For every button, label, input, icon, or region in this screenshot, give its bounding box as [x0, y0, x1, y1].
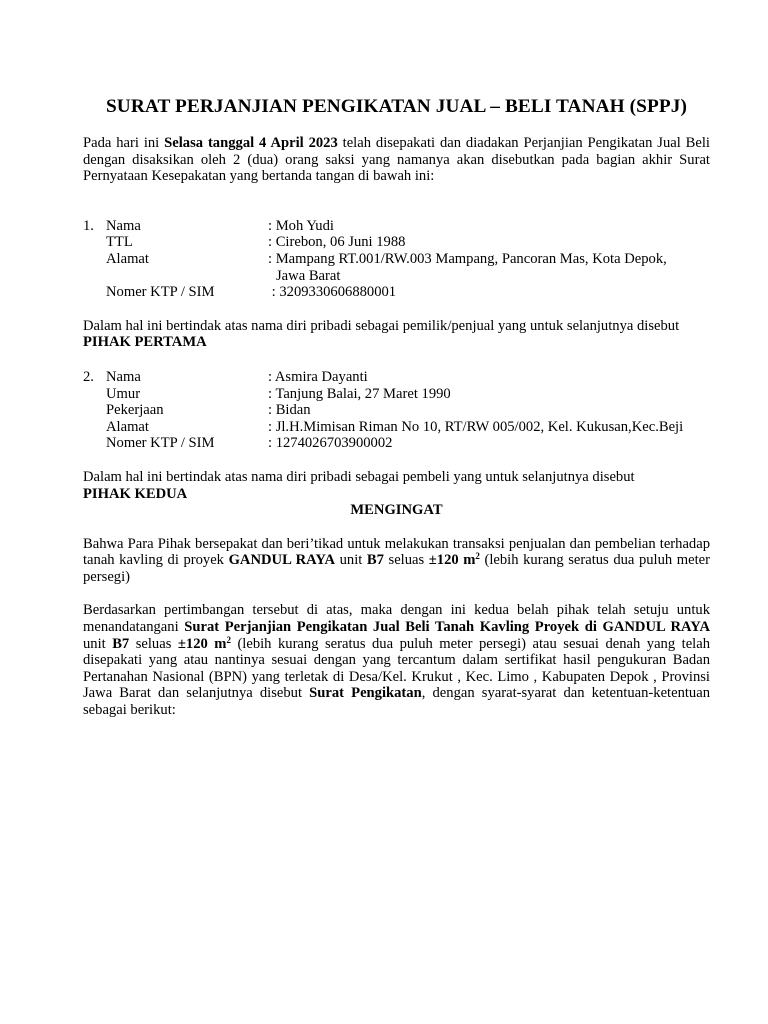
party-2-name-row: [83, 369, 710, 386]
document-title: SURAT PERJANJIAN PENGIKATAN JUAL – BELI TANAH (SPPJ): [105, 96, 688, 117]
party-1-ktp-label: Nomer KTP / SIM: [106, 284, 215, 301]
bahwa-text-3: seluas: [383, 552, 429, 569]
dasar-area: ±120 m: [177, 635, 227, 652]
berdasarkan-paragraph: [83, 602, 710, 718]
bahwa-paragraph: [83, 536, 710, 586]
party-2-designation-text: PIHAK KEDUA: [83, 485, 188, 502]
dasar-unit: B7: [112, 635, 130, 652]
party-1-ktp-value: : 3209330606880001: [268, 284, 397, 301]
party-1-address-line-1: : Mampang RT.001/RW.003 Mampang, Pancoran Mas, Kota Depok,: [268, 250, 667, 267]
party-2-statement: Dalam hal ini bertindak atas nama diri pribadi sebagai pembeli yang untuk selanjutnya disebut: [83, 468, 635, 485]
party-1-name-value: : Moh Yudi: [268, 217, 334, 234]
party-1-ttl-value: : Cirebon, 06 Juni 1988: [268, 234, 406, 251]
intro-paragraph: [83, 135, 710, 185]
party-1-name-label: Nama: [106, 217, 141, 234]
bahwa-unit: B7: [366, 552, 384, 569]
party-2-ktp-value: : 1274026703900002: [268, 435, 393, 452]
party-1-statement: Dalam hal ini bertindak atas nama diri pribadi sebagai pemilik/penjual yang untuk selanjutnya disebut: [83, 317, 680, 334]
party-1-details: [83, 218, 710, 301]
party-2-occupation-value: : Bidan: [268, 402, 311, 419]
dasar-surat-pengikatan: Surat Pengikatan: [309, 685, 422, 702]
dasar-text-3: seluas: [129, 635, 178, 652]
party-2-name-value: : Asmira Dayanti: [268, 368, 368, 385]
bahwa-text-2: unit: [335, 552, 367, 569]
party-1-address-row: [83, 251, 710, 284]
party-2-address-row: [83, 419, 710, 436]
party-2-age-row: [83, 386, 710, 403]
party-1-ttl-row: [83, 234, 710, 251]
party-2-name-label: Nama: [106, 368, 141, 385]
party-1-address-label: Alamat: [106, 250, 149, 267]
party-2-designation: [83, 486, 710, 503]
dasar-text-1: Berdasarkan pertimbangan tersebut di atas, maka dengan ini kedua belah pihak telah setuju untuk menandatangani: [83, 602, 710, 636]
bahwa-project-name: GANDUL RAYA: [228, 552, 336, 569]
party-2-number: 2.: [83, 368, 94, 385]
party-2-address-value: : Jl.H.Mimisan Riman No 10, RT/RW 005/002, Kel. Kukusan,Kec.Beji: [268, 418, 684, 435]
party-2-age-label: Umur: [106, 385, 141, 402]
party-1-designation: [83, 334, 710, 351]
bahwa-text-1: Bahwa Para Pihak bersepakat dan beri’tikad untuk melakukan transaksi penjualan dan pembelian terhadap tanah kavling di proyek: [83, 535, 710, 569]
party-1-number: 1.: [83, 217, 94, 234]
party-1-ktp-row: [83, 284, 710, 301]
dasar-text-2: unit: [83, 635, 113, 652]
dasar-area-superscript: 2: [226, 634, 231, 645]
dasar-text-5: , dengan syarat-syarat dan ketentuan-ketentuan sebagai berikut:: [83, 685, 710, 719]
party-1-name-row: [83, 218, 710, 235]
dasar-agreement-name: Surat Perjanjian Pengikatan Jual Beli Tanah Kavling Proyek di GANDUL RAYA: [184, 619, 710, 636]
party-2-age-value: : Tanjung Balai, 27 Maret 1990: [268, 385, 451, 402]
intro-date: Selasa tanggal 4 April 2023: [164, 135, 338, 151]
party-2-details: [83, 369, 710, 452]
party-2-occupation-row: [83, 402, 710, 419]
party-1-ttl-label: TTL: [106, 234, 133, 251]
bahwa-text-4: (lebih kurang seratus dua puluh meter persegi): [83, 552, 711, 585]
intro-rest: telah disepakati dan diadakan Perjanjian Pengikatan Jual Beli dengan disaksikan oleh 2 (dua) orang saksi yang namanya akan disebutkan pada bagian akhir Surat Pernyataan Kesepakatan yang bertanda tangan di bawah ini:: [83, 135, 710, 185]
mengingat-heading: MENGINGAT: [350, 502, 443, 519]
dasar-text-4: (lebih kurang seratus dua puluh meter persegi) atau sesuai denah yang telah disepakati yang atau nantinya sesuai dengan yang tercantum dalam sertifikat hasil pengukuran Badan Pertanahan Nasional (BPN) yang terletak di Desa/Kel. Krukut , Kec. Limo , Kabupaten Depok , Provinsi Jawa Barat dan selanjutnya disebut: [83, 635, 711, 702]
party-2-ktp-row: [83, 435, 710, 452]
party-2-occupation-label: Pekerjaan: [106, 402, 164, 419]
bahwa-area-superscript: 2: [475, 551, 480, 562]
party-2-address-label: Alamat: [106, 418, 149, 435]
bahwa-area: ±120 m: [428, 552, 476, 569]
party-1-address-value: [268, 251, 710, 284]
party-1-designation-text: PIHAK PERTAMA: [83, 334, 207, 351]
party-1-address-line-2: Jawa Barat: [276, 267, 341, 284]
intro-prefix: Pada hari ini: [83, 135, 165, 151]
party-2-ktp-label: Nomer KTP / SIM: [106, 435, 215, 452]
